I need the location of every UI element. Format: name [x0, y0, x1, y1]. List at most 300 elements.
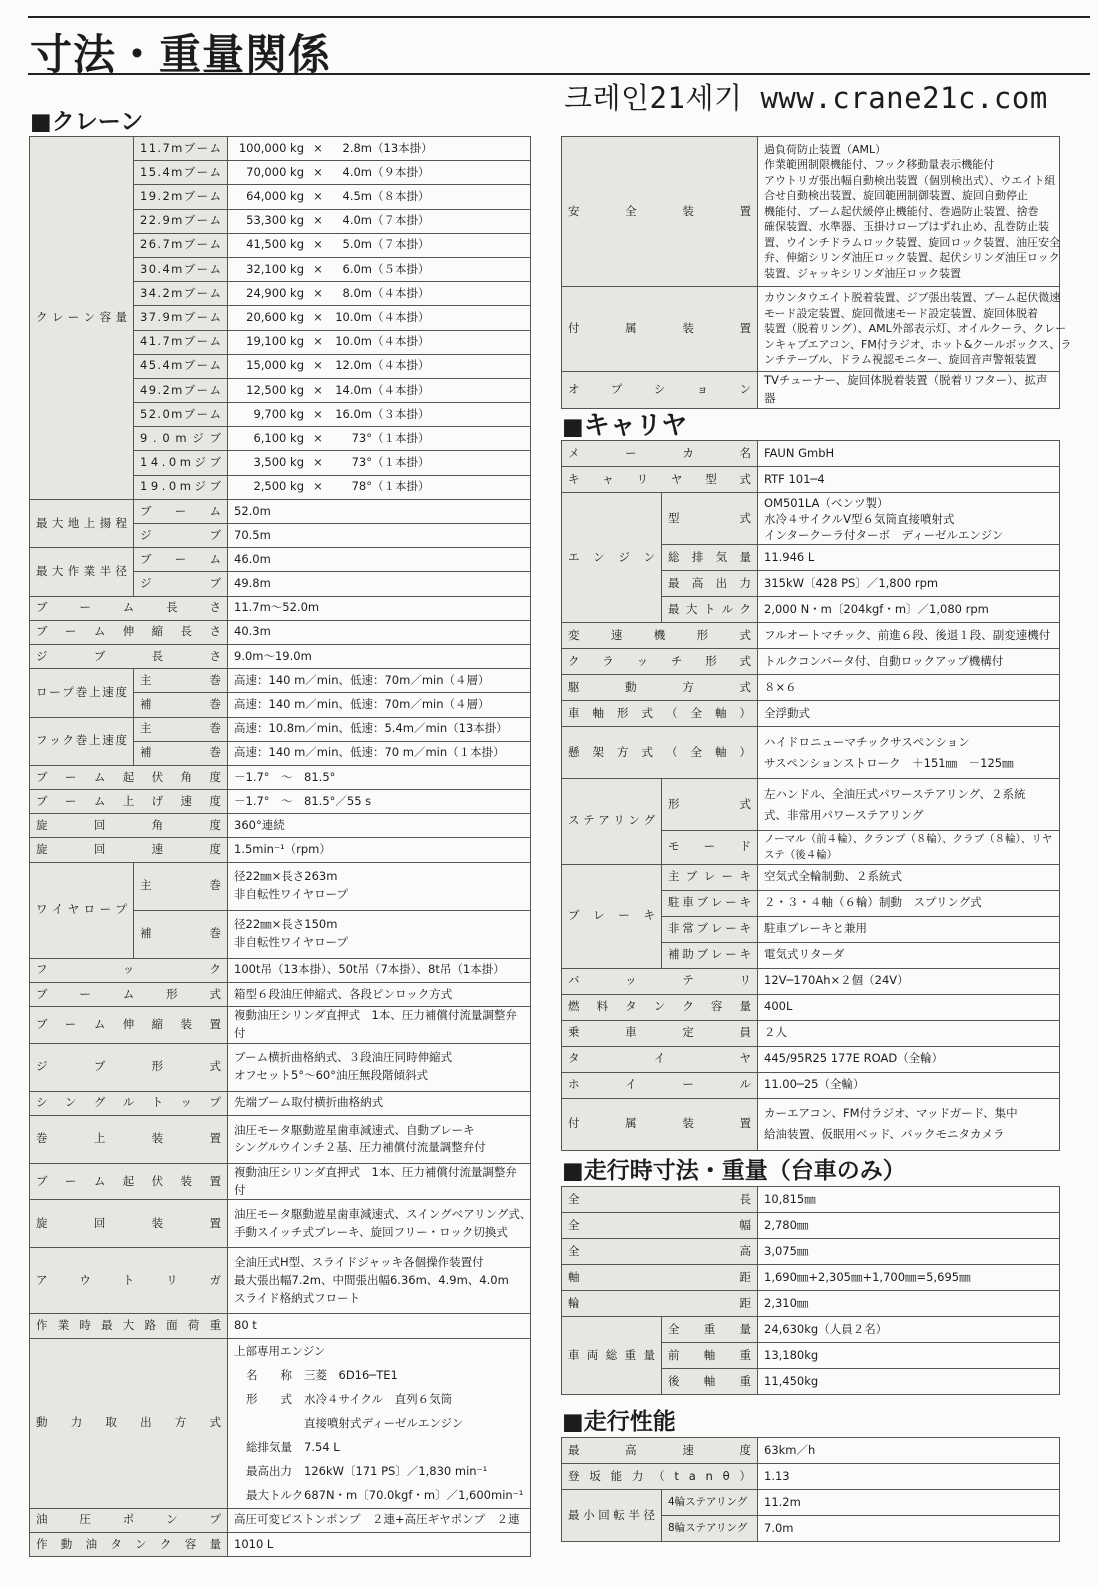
row-sub-label: ブ ー ム — [140, 551, 221, 566]
raising-speed-value: －1.7° ～ 81.5°／55 s — [234, 793, 372, 808]
suspension-line: ハイドロニューマチックサスペンション — [764, 734, 970, 749]
max-road-load-value: 80 t — [234, 1318, 257, 1333]
section-heading-performance: ■走行性能 — [562, 1409, 676, 1435]
power-spec-line: 総排気量 7.54 L — [246, 1440, 340, 1455]
steering-line: 左ハンドル、全油圧式パワーステアリング、２系統 — [764, 786, 1026, 801]
option-label: オ プ シ ョ ン — [562, 372, 758, 409]
battery-value: 12V─170Ah×２個（24V） — [764, 973, 909, 988]
table-row — [562, 864, 1060, 890]
table-row — [30, 1007, 531, 1044]
safety-line: 弁、伸縮シリンダ油圧ロック装置、起伏シリンダ油圧ロック — [764, 251, 1060, 265]
capacity-lines: （４本掛） — [372, 285, 430, 300]
engine-line: インタークーラ付ターボ ディーゼルエンジン — [764, 527, 1004, 542]
turn-sub: 4輪ステアリング — [668, 1496, 748, 1509]
hyd-tank-value: 1010 L — [234, 1536, 274, 1551]
table-row — [30, 1314, 531, 1338]
engine-label: エ ン ジ ン — [568, 549, 655, 564]
steering-mode-label: モ ー ド — [668, 839, 751, 854]
capacity-boom: 4 1 . 7 m ブ ー ム — [140, 334, 221, 349]
hyd-pump-value: 高圧可変ピストンポンプ ２連+高圧ギヤポンプ ２連 — [234, 1512, 520, 1527]
drive-value: ８×６ — [764, 679, 797, 694]
travel-wheelbase-value: 1,690㎜+2,305㎜+1,700㎜=5,695㎜ — [764, 1269, 971, 1284]
capacity-boom: 1 9 . 2 m ブ ー ム — [140, 189, 221, 204]
section-heading-travel-dims: ■走行時寸法・重量（台車のみ） — [562, 1158, 906, 1184]
hook-label: フ ッ ク — [36, 962, 221, 977]
brake-value: 駐車ブレーキと兼用 — [764, 921, 868, 936]
perf-speed-label: 最 高 速 度 — [568, 1442, 751, 1457]
capacity-times: × — [313, 455, 323, 470]
brake-value: 空気式全輪制動、２系統式 — [764, 869, 902, 884]
row-sub-label: ジ ブ — [140, 576, 221, 591]
axle-value: 全浮動式 — [764, 705, 810, 720]
swing-device-label: 旋 回 装 置 — [36, 1216, 221, 1231]
table-row — [30, 1163, 531, 1200]
capacity-load: 2,500 kg — [253, 479, 304, 494]
swing-angle-value: 360°連続 — [234, 817, 285, 832]
capacity-radius: 78° — [351, 479, 372, 494]
table-row — [562, 1213, 1060, 1239]
brake-sub: 非 常 ブ レ ー キ — [668, 921, 751, 936]
capacity-radius: 4.0m — [342, 164, 372, 179]
capacity-row — [30, 137, 531, 161]
luffing-angle-label: ブ ー ム 起 伏 角 度 — [36, 769, 221, 784]
table-row — [30, 1115, 531, 1163]
table-row — [30, 620, 531, 644]
title-rule — [28, 73, 1090, 75]
fuel-value: 400L — [764, 999, 793, 1014]
capacity-boom: 4 9 . 2 m ブ ー ム — [140, 382, 221, 397]
accessory-label: 付 属 装 置 — [562, 287, 758, 372]
capacity-boom: 5 2 . 0 m ブ ー ム — [140, 406, 221, 421]
capacity-radius: 16.0m — [335, 406, 372, 421]
table-row — [562, 968, 1060, 994]
table-row — [30, 1043, 531, 1091]
wire-line: 径22㎜×長さ150m — [234, 917, 338, 932]
table-row — [30, 1338, 531, 1508]
capacity-lines: （４本掛） — [372, 310, 430, 324]
table-row — [30, 548, 531, 572]
accessory-line: 装置（脱着リング）、AML外部表示灯、オイルクーラ、クレー — [764, 322, 1067, 336]
engine-value: 2,000 N・m〔204kgf・m〕／1,080 rpm — [764, 601, 989, 616]
jib-length-label: ジ ブ 長 さ — [36, 648, 221, 663]
brake-sub: 補 助 ブ レ ー キ — [668, 947, 751, 962]
rope-speed-label: ロ ー プ 巻 上 速 度 — [36, 684, 127, 699]
table-row — [30, 1200, 531, 1248]
safety-devices — [758, 137, 1060, 287]
option-value: TVチューナー、旋回体脱着装置（脱着リフター）、拡声器 — [758, 372, 1060, 409]
row-value: 70.5m — [234, 527, 271, 542]
table-row — [30, 644, 531, 668]
boom-type-value: 箱型６段油圧伸縮式、各段ピンロック方式 — [234, 986, 453, 1001]
clutch-value: トルクコンバータ付、自動ロックアップ機構付 — [764, 653, 1004, 668]
raising-speed-label: ブ ー ム 上 げ 速 度 — [36, 793, 221, 808]
capacity-load: 24,900 kg — [246, 285, 304, 300]
clutch-label: ク ラ ッ チ 形 式 — [568, 653, 751, 668]
capacity-boom: 1 4 . 0 m ジ ブ — [140, 455, 221, 470]
table-row — [562, 1464, 1060, 1490]
boom-type-label: ブ ー ム 形 式 — [36, 986, 221, 1001]
table-row — [562, 727, 1060, 779]
single-top-value: 先端ブーム取付横折曲格納式 — [234, 1095, 384, 1110]
swing-device-line: 手動スイッチ式ブレーキ、旋回フリー・ロック切換式 — [234, 1224, 508, 1239]
capacity-label: 乗 車 定 員 — [568, 1025, 751, 1040]
luffing-device-label: ブ ー ム 起 伏 装 置 — [36, 1173, 221, 1188]
jib-type-line: オフセット5°～60°油圧無段階傾斜式 — [234, 1068, 428, 1083]
table-row — [562, 649, 1060, 675]
capacity-lines: （１本掛） — [372, 479, 430, 494]
brake-label: ブ レ ー キ — [568, 908, 655, 923]
travel-tread-label: 輪 距 — [568, 1295, 751, 1310]
steering-mode-value: ノーマル（前４輪）、クランプ（８輪）、クラブ（８輪）、リヤステ（後４輪） — [764, 833, 1053, 862]
row-sub-label: 補 巻 — [140, 745, 221, 760]
accessory-line: カーエアコン、FM付ラジオ、マッドガード、集中 — [764, 1106, 1018, 1121]
capacity-load: 100,000 kg — [238, 140, 304, 155]
table-row — [30, 838, 531, 862]
gvw-sub: 全 重 量 — [668, 1321, 751, 1336]
capacity-lines: （３本掛） — [372, 406, 430, 421]
row-sub-label: ブ ー ム — [140, 503, 221, 518]
row-sub-label: ジ ブ — [140, 527, 221, 542]
hyd-pump-label: 油 圧 ポ ン プ — [36, 1512, 221, 1527]
table-row — [562, 1239, 1060, 1265]
travel-length-value: 10,815㎜ — [764, 1191, 816, 1206]
capacity-lines: （７本掛） — [372, 237, 430, 252]
jib-type-line: ブーム横折曲格納式、３段油圧同時伸縮式 — [234, 1050, 453, 1065]
table-row — [30, 717, 531, 741]
hoist-line: シングルウインチ２基、圧力補償付流量調整弁付 — [234, 1140, 486, 1155]
safety-line: 作業範囲制限機能付、フック移動量表示機能付 — [764, 158, 995, 172]
watermark-text: 크레인21세기 www.crane21c.com — [564, 81, 1048, 115]
max-lift-label: 最 大 地 上 揚 程 — [36, 515, 127, 530]
capacity-times: × — [313, 334, 323, 349]
power-line: 上部専用エンジン — [234, 1344, 326, 1359]
single-top-label: シ ン グ ル ト ッ プ — [36, 1095, 221, 1110]
capacity-times: × — [313, 237, 323, 252]
max-road-load-label: 作 業 時 最 大 路 面 荷 重 — [36, 1318, 221, 1333]
power-spec-line: 形 式 水冷４サイクル 直列６気筒 — [246, 1392, 453, 1407]
row-value: 高速：140 m／min、低速：70m／min（４層） — [234, 672, 490, 687]
tire-label: タ イ ヤ — [568, 1051, 751, 1066]
capacity-lines: （４本掛） — [372, 382, 430, 397]
table-row — [562, 1020, 1060, 1046]
capacity-load: 41,500 kg — [246, 237, 304, 252]
luffing-angle-value: －1.7° ～ 81.5° — [234, 769, 336, 784]
capacity-radius: 2.8m — [342, 140, 372, 155]
table-row — [30, 982, 531, 1006]
capacity-load: 12,500 kg — [246, 382, 304, 397]
suspension-label: 懸 架 方 式 （ 全 軸 ） — [568, 744, 751, 759]
table-row — [562, 467, 1060, 493]
table-row — [30, 958, 531, 982]
capacity-boom: 1 5 . 4 m ブ ー ム — [140, 164, 221, 179]
engine-line: OM501LA（ベンツ製） — [764, 495, 889, 510]
capacity-boom: 1 9 . 0 m ジ ブ — [140, 479, 221, 494]
accessory-line: ンチテーブル、ドラム視認モニター、旋回音声警報装置 — [764, 353, 1037, 367]
accessory-line: 給油装置、仮眠用ベッド、バックモニタカメラ — [764, 1127, 1005, 1142]
swing-angle-label: 旋 回 角 度 — [36, 817, 221, 832]
table-row — [562, 994, 1060, 1020]
maker-label: メ ー カ 名 — [568, 445, 751, 460]
wheel-value: 11.00─25（全輪） — [764, 1077, 865, 1092]
turn-value: 7.0m — [764, 1520, 794, 1535]
row-value: 高速：10.8m／min、低速：5.4m／min（13本掛） — [234, 721, 508, 736]
section-heading-crane: ■クレーン — [30, 109, 144, 135]
row-sub-label: 補 巻 — [140, 697, 221, 711]
wire-line: 非自転性ワイヤロープ — [234, 887, 349, 902]
capacity-lines: （５本掛） — [372, 261, 430, 276]
capacity-radius: 8.0m — [342, 285, 372, 300]
power-label: 動 力 取 出 方 式 — [36, 1415, 221, 1430]
capacity-radius: 14.0m — [335, 382, 372, 397]
top-rule — [28, 16, 1090, 18]
capacity-times: × — [313, 479, 323, 494]
jib-length-value: 9.0m～19.0m — [234, 648, 312, 663]
table-row — [30, 814, 531, 838]
outrigger-line: 全油圧式H型、スライドジャッキ各個操作装置付 — [234, 1255, 484, 1270]
wire-label: ワ イ ヤ ロ ー プ — [36, 902, 127, 917]
steering-type-label: 形 式 — [668, 796, 751, 811]
row-value: 高速：140 m／min、低速：70 m／min（１本掛） — [234, 745, 505, 760]
capacity-times: × — [313, 285, 323, 300]
engine-sub: 最 大 ト ル ク — [668, 601, 751, 616]
luffing-device-value: 複動油圧シリンダ直押式 1本、圧力補償付流量調整弁付 — [234, 1164, 517, 1197]
table-row — [30, 499, 531, 523]
carrier-spec-table — [561, 440, 1060, 1151]
capacity-boom: 3 4 . 2 m ブ ー ム — [140, 285, 221, 300]
jib-type-label: ジ ブ 形 式 — [36, 1059, 221, 1074]
boom-ext-device-label: ブ ー ム 伸 縮 装 置 — [36, 1016, 221, 1031]
table-row — [562, 1490, 1060, 1516]
capacity-boom: 3 0 . 4 m ブ ー ム — [140, 261, 221, 276]
capacity-times: × — [313, 189, 323, 204]
safety-line: 合せ自動検出装置、旋回範囲制御装置、旋回自動停止 — [764, 189, 1028, 203]
table-row — [562, 779, 1060, 831]
capacity-radius: 12.0m — [335, 358, 372, 373]
table-row — [562, 1265, 1060, 1291]
table-row — [30, 1508, 531, 1532]
table-row — [562, 1098, 1060, 1150]
swing-speed-value: 1.5min⁻¹（rpm） — [234, 842, 331, 857]
travel-length-label: 全 長 — [568, 1191, 751, 1206]
carrier-accessory-label: 付 属 装 置 — [568, 1116, 751, 1131]
boom-ext-device-value: 複動油圧シリンダ直押式 1本、圧力補償付流量調整弁付 — [234, 1008, 517, 1040]
table-row — [30, 669, 531, 693]
model-value: RTF 101─4 — [764, 471, 825, 486]
table-row — [562, 441, 1060, 467]
wire-sub: 補 巻 — [140, 926, 221, 941]
capacity-lines: （４本掛） — [372, 358, 430, 373]
gvw-value: 24,630kg（人員２名） — [764, 1321, 888, 1336]
boom-ext-length-label: ブ ー ム 伸 縮 長 さ — [36, 624, 221, 639]
battery-label: バ ッ テ リ — [568, 973, 751, 988]
equipment-table — [561, 136, 1072, 409]
engine-sub: 総 排 気 量 — [668, 549, 751, 564]
outrigger-line: スライド格納式フロート — [234, 1290, 361, 1305]
capacity-radius: 73° — [351, 455, 372, 470]
capacity-times: × — [313, 406, 323, 421]
engine-line: 水冷４サイクルV型６気筒直接噴射式 — [764, 511, 955, 526]
capacity-boom: 1 1 . 7 m ブ ー ム — [140, 140, 221, 155]
row-value: 高速：140 m／min、低速：70m／min（４層） — [234, 697, 490, 711]
boom-length-label: ブ ー ム 長 さ — [36, 600, 221, 615]
travel-width-label: 全 幅 — [568, 1217, 751, 1232]
capacity-times: × — [313, 358, 323, 373]
hook-speed-label: フ ッ ク 巻 上 速 度 — [36, 733, 127, 748]
gvw-value: 11,450kg — [764, 1373, 819, 1388]
capacity-times: × — [313, 382, 323, 397]
capacity-load: 20,600 kg — [246, 310, 304, 324]
capacity-radius: 4.0m — [342, 213, 372, 228]
capacity-load: 32,100 kg — [246, 261, 304, 276]
boom-ext-length-value: 40.3m — [234, 624, 271, 639]
table-row — [562, 1438, 1060, 1464]
engine-type-label: 型 式 — [668, 510, 751, 525]
safety-label: 安 全 装 置 — [562, 137, 758, 287]
gvw-label: 車 両 総 重 量 — [568, 1347, 655, 1362]
capacity-value: ２人 — [764, 1025, 787, 1040]
perf-speed-value: 63km／h — [764, 1442, 816, 1457]
capacity-lines: （８本掛） — [372, 189, 430, 204]
wire-line: 径22㎜×長さ263m — [234, 869, 338, 884]
table-row — [562, 1187, 1060, 1213]
perf-grade-label: 登 坂 能 力 （ t a n θ ） — [568, 1468, 751, 1483]
turn-value: 11.2m — [764, 1494, 801, 1509]
table-row — [30, 862, 531, 910]
row-sub-label: 主 巻 — [140, 721, 221, 736]
capacity-boom: 3 7 . 9 m ブ ー ム — [140, 310, 221, 324]
safety-line: 確保装置、水準器、玉掛けロープはずれ止め、乱巻防止装 — [764, 220, 1050, 234]
capacity-boom: 9 . 0 m ジ ブ — [140, 430, 221, 445]
table-row — [562, 1317, 1060, 1343]
travel-tread-value: 2,310㎜ — [764, 1295, 809, 1310]
perf-grade-value: 1.13 — [764, 1468, 790, 1483]
outrigger-label: ア ウ ト リ ガ — [36, 1273, 221, 1288]
table-row — [562, 675, 1060, 701]
power-spec-line: 名 称 三菱 6D16─TE1 — [246, 1368, 398, 1383]
tire-value: 445/95R25 177E ROAD（全輪） — [764, 1051, 944, 1066]
capacity-lines: （９本掛） — [372, 164, 430, 179]
page-title: 寸法・重量関係 — [30, 30, 332, 79]
table-row — [30, 596, 531, 620]
model-label: キ ャ リ ヤ 型 式 — [568, 471, 751, 486]
capacity-lines: （７本掛） — [372, 213, 430, 228]
table-row — [562, 1291, 1060, 1317]
travel-height-label: 全 高 — [568, 1243, 751, 1258]
capacity-load: 64,000 kg — [246, 189, 304, 204]
capacity-radius: 73° — [351, 430, 372, 445]
transmission-value: フルオートマチック、前進６段、後退１段、副変速機付 — [764, 627, 1051, 642]
row-value: 46.0m — [234, 551, 271, 566]
safety-line: 装置、ジャッキシリンダ油圧ロック装置 — [764, 266, 962, 280]
capacity-load: 15,000 kg — [246, 358, 304, 373]
hoist-line: 油圧モータ駆動遊星歯車減速式、自動ブレーキ — [234, 1122, 475, 1137]
table-row — [562, 493, 1060, 545]
wire-sub: 主 巻 — [140, 878, 221, 893]
capacity-label: ク レ ー ン 容 量 — [36, 310, 127, 324]
accessory-line: ンキャブエアコン、FM付ラジオ、ホット&クールボックス、ラ — [764, 337, 1072, 351]
engine-sub: 最 高 出 力 — [668, 575, 751, 590]
capacity-times: × — [313, 261, 323, 276]
engine-value: 11.946 L — [764, 549, 815, 564]
travel-wheelbase-label: 軸 距 — [568, 1269, 751, 1284]
capacity-boom: 2 2 . 9 m ブ ー ム — [140, 213, 221, 228]
row-value: 52.0m — [234, 503, 271, 518]
table-row — [562, 1072, 1060, 1098]
gvw-sub: 後 軸 重 — [668, 1373, 751, 1388]
engine-value: 315kW〔428 PS〕／1,800 rpm — [764, 575, 939, 590]
capacity-times: × — [313, 430, 323, 445]
maker-value: FAUN GmbH — [764, 445, 835, 460]
brake-value: 電気式リターダ — [764, 947, 845, 962]
table-row — [562, 701, 1060, 727]
capacity-load: 6,100 kg — [253, 430, 304, 445]
capacity-radius: 6.0m — [342, 261, 372, 276]
steering-line: 式、非常用パワーステアリング — [764, 807, 924, 822]
capacity-times: × — [313, 213, 323, 228]
turn-label: 最 小 回 転 半 径 — [568, 1507, 655, 1522]
accessory-devices — [758, 287, 1072, 372]
turn-sub: 8輪ステアリング — [668, 1522, 748, 1535]
safety-line: 過負荷防止装置（AML） — [764, 142, 887, 156]
drive-label: 駆 動 方 式 — [568, 679, 751, 694]
safety-line: アウトリガ張出幅自動検出装置（個別検出式）、ウエイト組 — [764, 173, 1056, 187]
steering-label: ス テ ア リ ン グ — [568, 813, 655, 828]
wheel-label: ホ イ ー ル — [568, 1077, 751, 1092]
capacity-lines: （１本掛） — [372, 455, 430, 470]
boom-length-value: 11.7m～52.0m — [234, 600, 320, 615]
wire-line: 非自転性ワイヤロープ — [234, 935, 349, 950]
capacity-times: × — [313, 164, 323, 179]
capacity-boom: 2 6 . 7 m ブ ー ム — [140, 237, 221, 252]
table-row — [562, 623, 1060, 649]
table-row — [30, 1248, 531, 1314]
hyd-tank-label: 作 動 油 タ ン ク 容 量 — [36, 1536, 221, 1551]
capacity-lines: （１本掛） — [372, 430, 430, 445]
capacity-radius: 10.0m — [335, 310, 372, 324]
brake-sub: 主 ブ レ ー キ — [668, 869, 751, 884]
power-spec-line: 最高出力 126kW〔171 PS〕／1,830 min⁻¹ — [246, 1464, 488, 1479]
capacity-boom: 4 5 . 4 m ブ ー ム — [140, 358, 221, 373]
capacity-radius: 10.0m — [335, 334, 372, 349]
travel-dims-table — [561, 1186, 1060, 1395]
table-row — [562, 1046, 1060, 1072]
gvw-value: 13,180kg — [764, 1347, 819, 1362]
hoist-label: 巻 上 装 置 — [36, 1131, 221, 1146]
capacity-load: 19,100 kg — [246, 334, 304, 349]
swing-device-line: 油圧モータ駆動遊星歯車減速式、スイングベアリング式、 — [234, 1207, 532, 1222]
capacity-load: 3,500 kg — [253, 455, 304, 470]
section-heading-carrier: ■キャリヤ — [562, 411, 688, 441]
suspension-line: サスペンションストローク ＋151㎜ －125㎜ — [764, 755, 1014, 770]
row-value: 49.8m — [234, 576, 271, 591]
swing-speed-label: 旋 回 速 度 — [36, 842, 221, 857]
row-sub-label: 主 巻 — [140, 672, 221, 687]
safety-line: 置、ウインチドラムロック装置、旋回ロック装置、油圧安全 — [764, 235, 1061, 249]
crane-spec-table — [29, 136, 531, 1557]
capacity-lines: （13本掛） — [372, 140, 433, 155]
table-row — [30, 1532, 531, 1556]
brake-value: ２・３・４軸（６輪）制動 スプリング式 — [764, 895, 982, 910]
brake-sub: 駐 車 ブ レ ー キ — [668, 895, 751, 910]
performance-table — [561, 1437, 1060, 1542]
max-radius-label: 最 大 作 業 半 径 — [36, 563, 127, 578]
transmission-label: 変 速 機 形 式 — [568, 627, 751, 642]
capacity-load: 70,000 kg — [246, 164, 304, 179]
capacity-load: 53,300 kg — [246, 213, 304, 228]
capacity-radius: 4.5m — [342, 189, 372, 204]
capacity-times: × — [313, 310, 323, 324]
axle-label: 車 軸 形 式 （ 全 軸 ） — [568, 705, 751, 720]
